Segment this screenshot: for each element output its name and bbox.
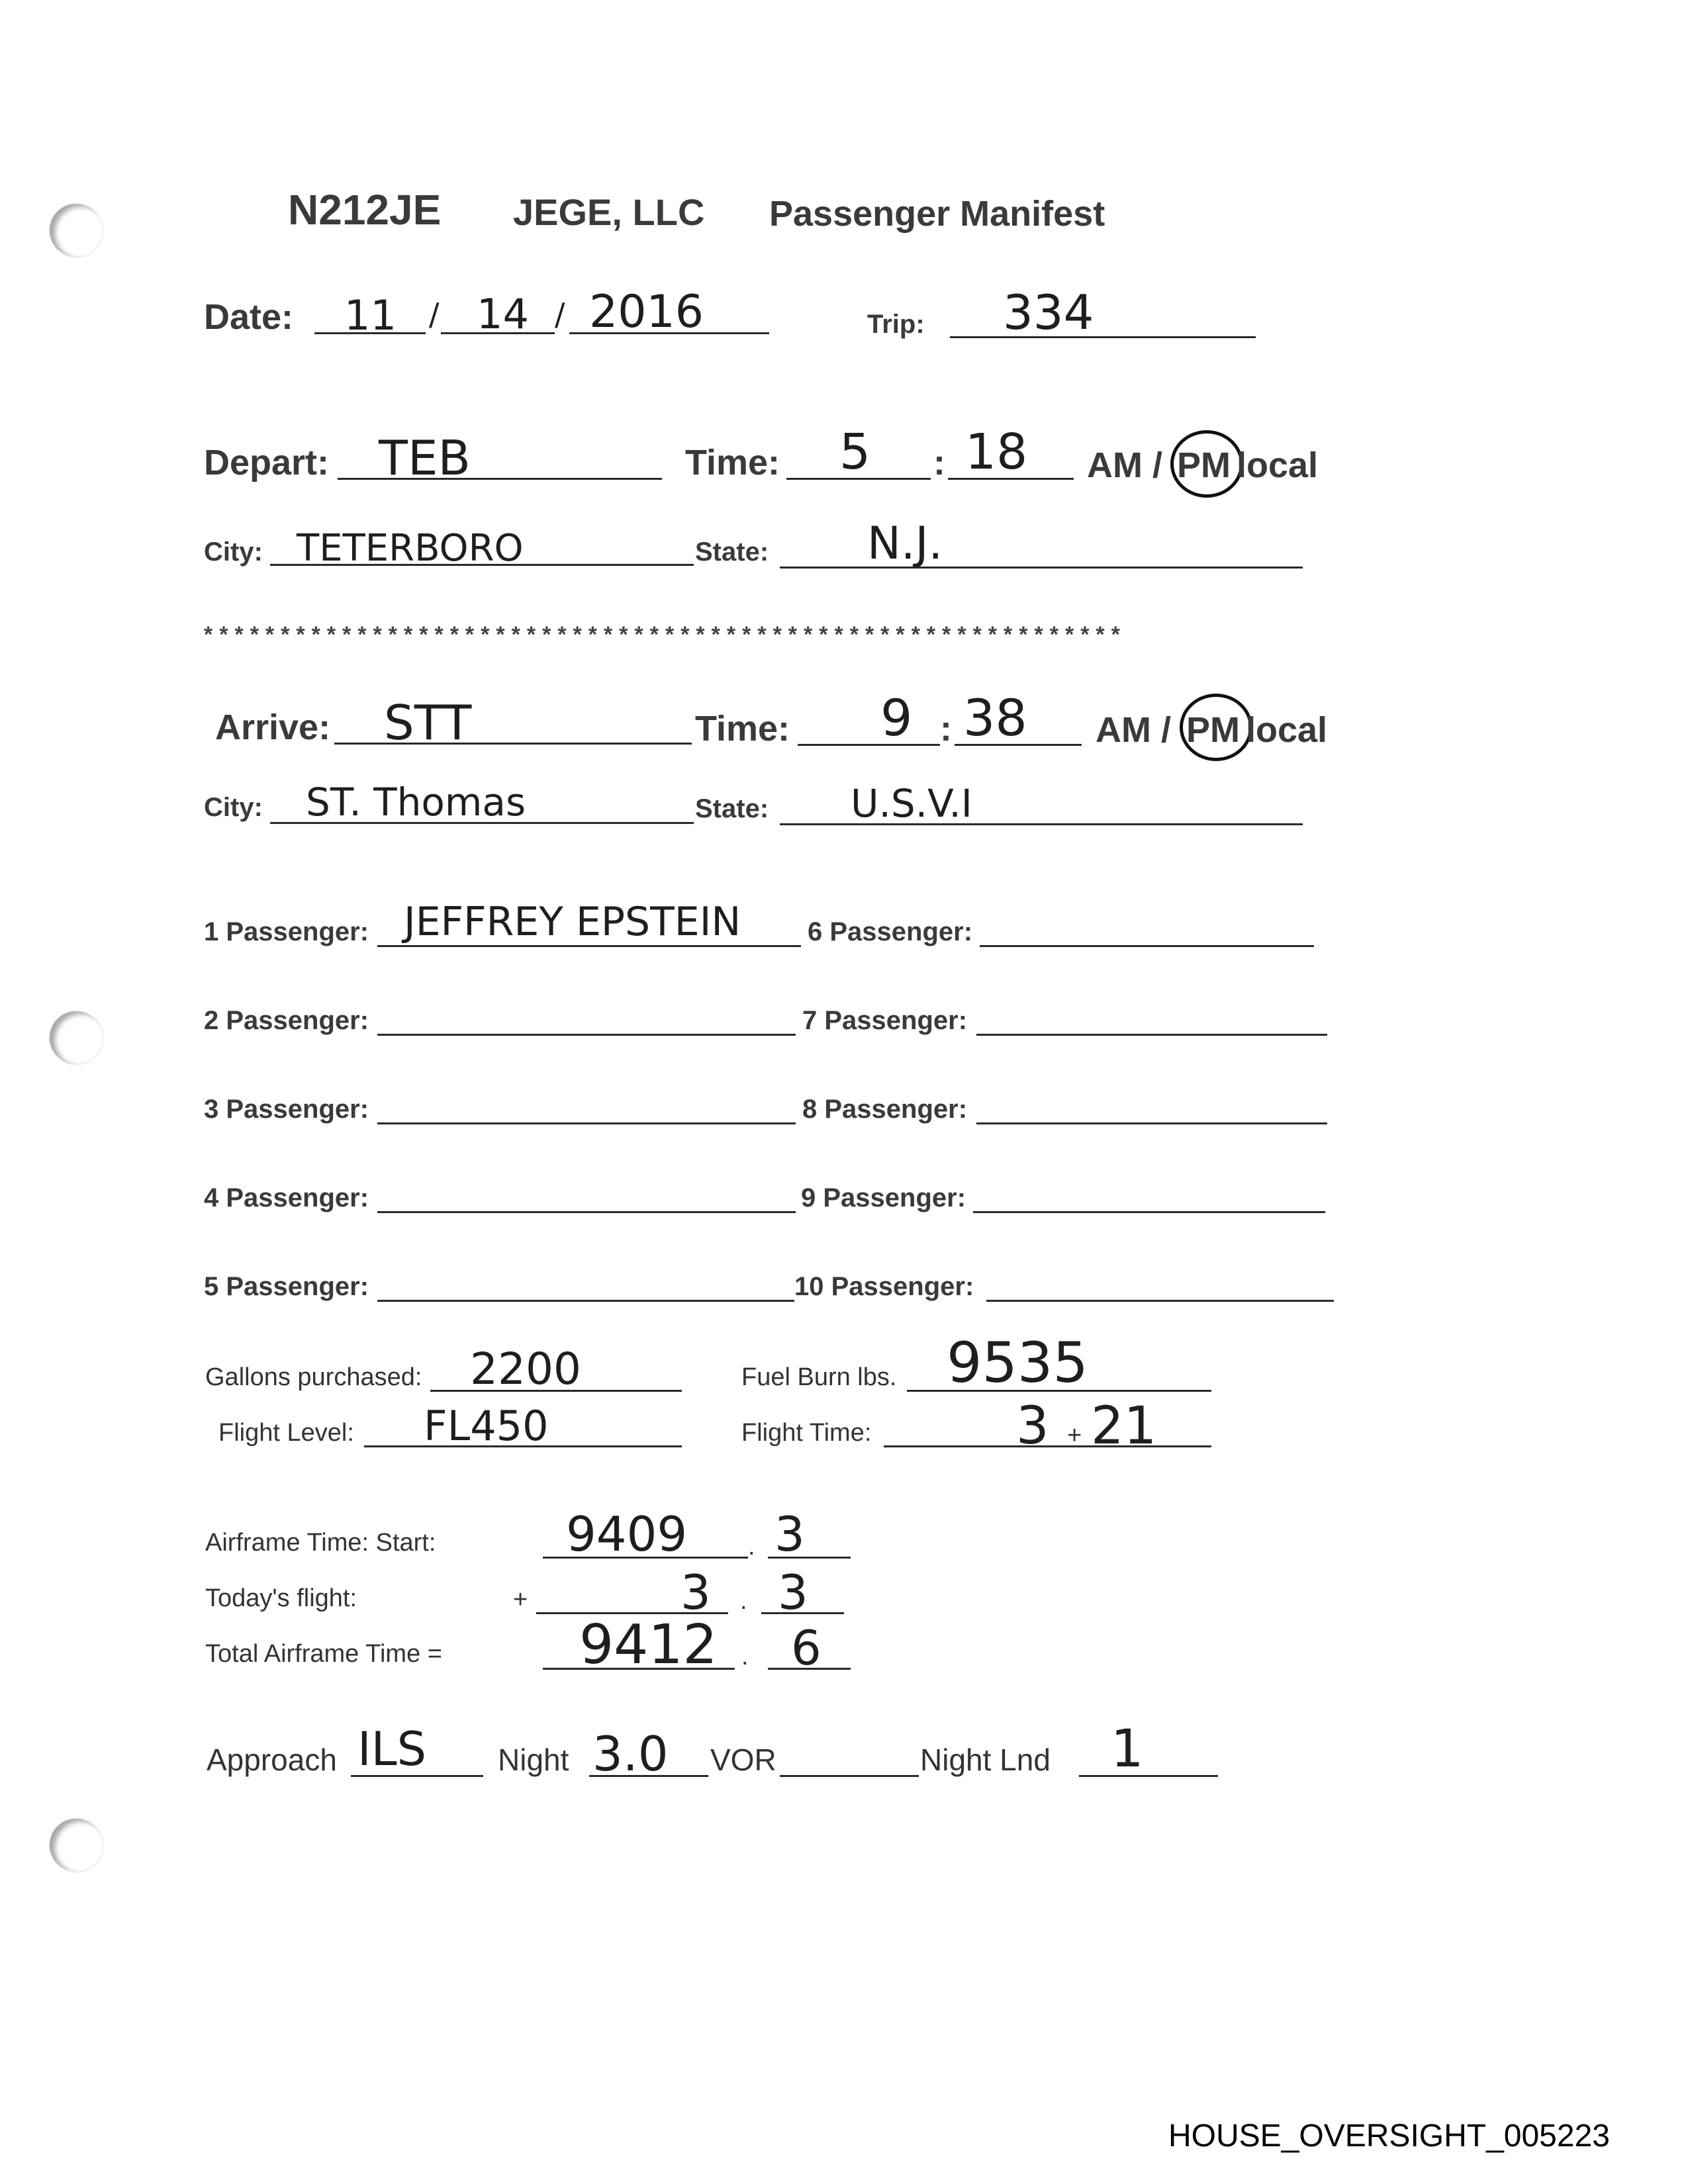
depart-state-label: State: (695, 537, 769, 567)
night-value: 3.0 (592, 1726, 669, 1782)
passenger-10-label: 10 Passenger: (794, 1272, 974, 1301)
today-flight-decimal: 3 (778, 1565, 808, 1620)
vor-line (780, 1775, 919, 1777)
depart-time-label: Time: (685, 443, 780, 482)
fuel-burn-value: 9535 (947, 1330, 1088, 1395)
flight-time-minutes: 21 (1091, 1396, 1157, 1456)
bates-number: HOUSE_OVERSIGHT_005223 (1168, 2118, 1610, 2154)
passenger-5-label: 5 Passenger: (204, 1272, 369, 1301)
depart-am-label: AM / (1087, 445, 1162, 485)
gallons-value: 2200 (470, 1343, 581, 1394)
trip-value: 334 (1003, 285, 1094, 340)
trip-label: Trip: (867, 310, 925, 339)
passenger-8-line (976, 1122, 1327, 1124)
passenger-2-label: 2 Passenger: (204, 1006, 369, 1035)
depart-state: N.J. (867, 518, 943, 570)
total-airframe-decimal: 6 (791, 1620, 821, 1676)
date-month: 11 (344, 291, 397, 340)
binder-hole-middle (50, 1011, 103, 1064)
depart-time-colon: : (933, 443, 945, 482)
depart-city: TETERBORO (297, 527, 524, 570)
arrive-minute: 38 (963, 688, 1027, 747)
flight-time-hours: 3 (1016, 1396, 1049, 1456)
passenger-7-label: 7 Passenger: (802, 1006, 968, 1035)
passenger-7-line (976, 1034, 1327, 1036)
passenger-6-label: 6 Passenger: (808, 917, 973, 946)
arrive-local-label: local (1246, 710, 1328, 750)
night-landing-value: 1 (1111, 1719, 1144, 1779)
passenger-4-label: 4 Passenger: (204, 1183, 369, 1212)
arrive-hour: 9 (880, 688, 913, 747)
arrive-time-colon: : (940, 709, 952, 749)
night-label: Night (498, 1743, 569, 1777)
gallons-label: Gallons purchased: (205, 1363, 422, 1391)
vor-label: VOR (710, 1743, 776, 1777)
binder-hole-top (50, 204, 103, 257)
arrive-city-label: City: (204, 793, 263, 822)
arrive-city: ST. Thomas (306, 780, 526, 825)
total-airframe-whole: 9412 (579, 1614, 718, 1676)
today-flight-whole: 3 (680, 1565, 711, 1620)
company-name: JEGE, LLC (513, 191, 705, 233)
total-airframe-label: Total Airframe Time = (205, 1640, 442, 1668)
passenger-1-label: 1 Passenger: (204, 917, 369, 946)
arrive-label: Arrive: (215, 707, 331, 747)
form-title: Passenger Manifest (769, 194, 1105, 234)
depart-city-label: City: (204, 537, 263, 567)
binder-hole-bottom (50, 1819, 103, 1872)
tail-number: N212JE (288, 186, 442, 234)
approach-label: Approach (207, 1743, 337, 1777)
arrive-am-label: AM / (1096, 710, 1171, 750)
passenger-3-label: 3 Passenger: (204, 1095, 369, 1124)
approach-value: ILS (357, 1722, 427, 1776)
passenger-9-label: 9 Passenger: (801, 1183, 966, 1212)
date-day: 14 (477, 290, 529, 338)
airframe-start-decimal: 3 (774, 1506, 805, 1562)
arrive-pm-label: PM (1186, 710, 1240, 750)
depart-airport: TEB (379, 430, 471, 486)
today-flight-label: Today's flight: (205, 1584, 357, 1612)
date-sep-2: / (555, 296, 565, 332)
passenger-6-line (980, 945, 1314, 947)
airframe-start-dot: . (748, 1533, 755, 1561)
airframe-start-whole: 9409 (566, 1506, 688, 1562)
date-sep-1: / (429, 296, 440, 332)
arrive-state: U.S.V.I (851, 781, 972, 826)
flight-level-label: Flight Level: (218, 1419, 354, 1447)
passenger-9-line (973, 1211, 1325, 1213)
section-separator: ************************************************************ (204, 622, 1127, 647)
today-flight-plus: + (513, 1586, 528, 1614)
passenger-4-line (377, 1211, 796, 1213)
passenger-10-line (986, 1300, 1334, 1302)
passenger-8-label: 8 Passenger: (802, 1095, 968, 1124)
depart-minute: 18 (965, 424, 1028, 480)
depart-local-label: local (1237, 445, 1319, 485)
arrive-airport: STT (384, 695, 472, 751)
depart-pm-label: PM (1177, 445, 1231, 485)
night-landing-label: Night Lnd (920, 1743, 1051, 1777)
total-airframe-dot: . (741, 1643, 749, 1670)
fuel-burn-label: Fuel Burn lbs. (741, 1363, 897, 1391)
flight-time-plus: + (1067, 1422, 1082, 1449)
flight-time-label: Flight Time: (741, 1419, 872, 1447)
date-label: Date: (204, 297, 294, 337)
depart-label: Depart: (204, 443, 330, 482)
arrive-state-label: State: (695, 794, 769, 823)
passenger-1-name: JEFFREY EPSTEIN (404, 899, 741, 945)
airframe-start-label: Airframe Time: Start: (205, 1529, 436, 1557)
date-year: 2016 (589, 286, 704, 338)
passenger-2-line (377, 1034, 796, 1036)
passenger-5-line (377, 1300, 794, 1302)
passenger-3-line (377, 1122, 796, 1124)
flight-level-value: FL450 (424, 1402, 549, 1450)
depart-hour: 5 (839, 424, 871, 480)
arrive-time-label: Time: (695, 709, 790, 749)
today-flight-dot: . (740, 1587, 747, 1615)
